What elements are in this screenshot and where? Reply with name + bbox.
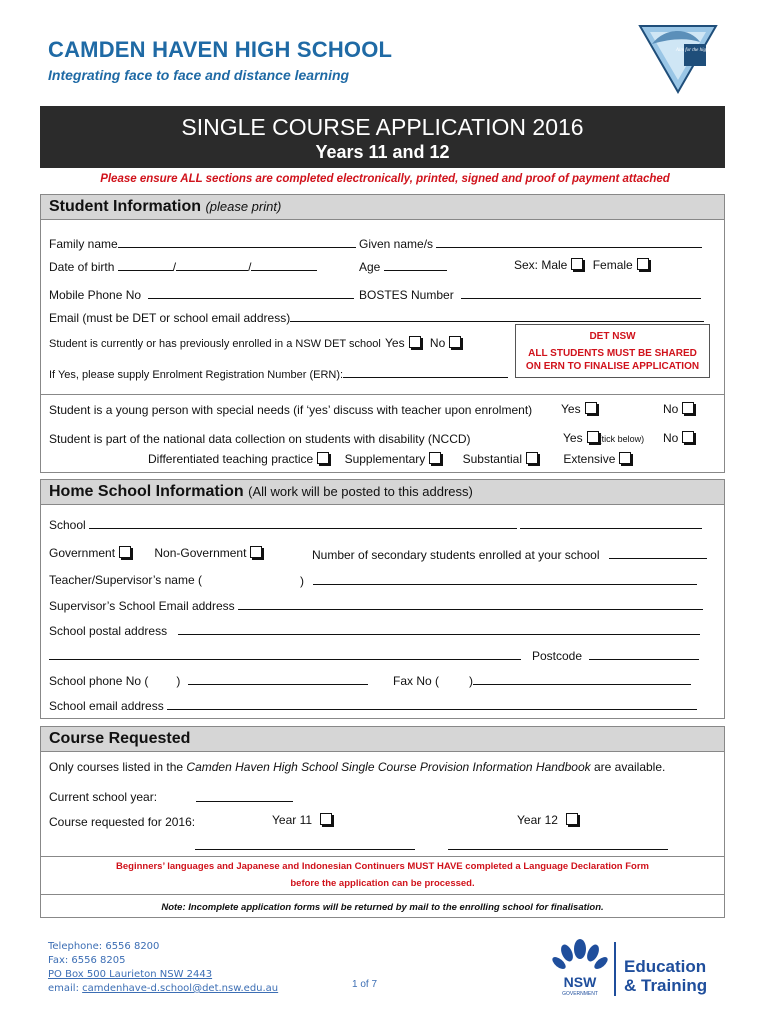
education-text: Education [624, 957, 707, 976]
course-requested-label: Course requested for 2016: [49, 815, 196, 829]
title-band [40, 106, 725, 168]
supervisor-email-field[interactable] [49, 598, 703, 613]
divider [40, 894, 725, 895]
course-title: Course Requested [49, 730, 191, 747]
family-name-label: Family name [49, 237, 118, 251]
student-info-title: Student Information [49, 198, 201, 215]
handbook-name: Camden Haven High School Single Course Provision Information Handbook [186, 760, 591, 774]
sex-male-label: Sex: Male [514, 258, 568, 272]
school-type-options [49, 546, 262, 560]
nccd-no-label: No [663, 431, 679, 445]
extensive-checkbox[interactable] [619, 452, 631, 464]
current-year-label: Current school year: [49, 790, 158, 804]
government-checkbox[interactable] [119, 546, 131, 558]
ern-field[interactable] [49, 366, 508, 381]
mobile-label: Mobile Phone No [49, 288, 142, 302]
bostes-field[interactable] [359, 287, 701, 302]
special-needs-question: Student is a young person with special needs (if ‘yes’ discuss with teacher upon enrolment) [49, 403, 533, 417]
footer-po-box: PO Box 500 Laurieton NSW 2443 [48, 969, 213, 980]
tick-below-note: (tick below) [598, 434, 645, 444]
special-needs-no-checkbox[interactable] [682, 402, 694, 414]
dob-label: Date of birth [49, 260, 115, 274]
teacher-name-line[interactable] [300, 573, 697, 588]
logo-text: Aim for the highest [675, 48, 715, 53]
page-current: 1 [352, 979, 358, 990]
nsw-text: NSW [563, 974, 597, 990]
school-field[interactable] [49, 517, 702, 532]
opt-extensive-label: Extensive [563, 452, 616, 466]
availability-pre: Only courses listed in the [49, 760, 187, 774]
language-notice-line-1: Beginners’ languages and Japanese and Indonesian Continuers MUST HAVE completed a Language Declaration Form [116, 861, 649, 872]
mobile-field[interactable] [49, 287, 354, 302]
home-school-note: (All work will be posted to this address) [248, 484, 473, 499]
year12-course-input[interactable] [448, 838, 668, 853]
student-info-note: (please print) [205, 199, 282, 214]
det-line-1: ALL STUDENTS MUST BE SHARED [528, 348, 697, 359]
school-phone-field[interactable] [49, 673, 368, 688]
det-nsw-notice [515, 324, 710, 378]
completion-notice: Please ensure ALL sections are completed electronically, printed, signed and proof of payment attached [100, 173, 670, 185]
postal-address-line-2[interactable] [49, 648, 521, 663]
enrolled-no-checkbox[interactable] [449, 336, 461, 348]
special-needs-no [663, 402, 694, 416]
nccd-no-checkbox[interactable] [682, 431, 694, 443]
given-names-field[interactable] [359, 236, 702, 251]
year11-label: Year 11 [272, 813, 313, 827]
school-email-label: School email address [49, 699, 164, 713]
year12-label: Year 12 [517, 813, 558, 827]
current-year-input[interactable] [196, 790, 293, 805]
course-header [40, 726, 725, 752]
year11-option [272, 813, 332, 827]
footer-fax: Fax: 6556 8205 [48, 955, 126, 966]
opt-substantial-label: Substantial [462, 452, 522, 466]
postcode-field[interactable] [532, 648, 699, 663]
substantial-checkbox[interactable] [526, 452, 538, 464]
school-label: School [49, 518, 86, 532]
supervisor-email-label: Supervisor’s School Email address [49, 599, 235, 613]
male-checkbox[interactable] [571, 258, 583, 270]
phone-paren-close: ) [176, 674, 181, 688]
footer-email-link[interactable]: camdenhave-d.school@det.nsw.edu.au [82, 983, 279, 994]
fax-label: Fax No ( [393, 674, 440, 688]
email-field[interactable] [49, 310, 704, 325]
government-label: Government [49, 546, 116, 560]
course-availability-note [49, 760, 665, 774]
page-number [352, 979, 377, 990]
opt-differentiated-label: Differentiated teaching practice [148, 452, 314, 466]
course-box [40, 751, 725, 918]
year11-course-input[interactable] [195, 838, 415, 853]
sex-options [514, 258, 649, 272]
age-label: Age [359, 260, 381, 274]
school-logo [638, 20, 718, 95]
year11-checkbox[interactable] [320, 813, 332, 825]
enrolled-question: Student is currently or has previously enrolled in a NSW DET school [49, 338, 381, 350]
differentiated-checkbox[interactable] [317, 452, 329, 464]
home-school-header [40, 479, 725, 505]
family-name-field[interactable] [49, 236, 356, 251]
female-checkbox[interactable] [637, 258, 649, 270]
enrolled-no-label: No [429, 336, 446, 350]
sex-female-label: Female [592, 258, 633, 272]
fax-paren-close: ) [469, 674, 474, 688]
nccd-question: Student is part of the national data collection on students with disability (NCCD) [49, 432, 471, 446]
phone-label: School phone No ( [49, 674, 149, 688]
teacher-name-field[interactable] [49, 573, 202, 587]
footer-telephone: Telephone: 6556 8200 [48, 941, 160, 952]
footer-email-line [48, 983, 278, 994]
nccd-level-options [148, 452, 631, 466]
bostes-label: BOSTES Number [359, 288, 454, 302]
year12-checkbox[interactable] [566, 813, 578, 825]
det-line-2: ON ERN TO FINALISE APPLICATION [525, 361, 700, 372]
ern-label: If Yes, please supply Enrolment Registration Number (ERN): [49, 369, 344, 381]
postal-address-field[interactable] [49, 623, 700, 638]
availability-post: are available. [590, 760, 666, 774]
supplementary-checkbox[interactable] [429, 452, 441, 464]
num-students-field[interactable] [312, 547, 707, 562]
nsw-waratah-logo [551, 937, 609, 999]
special-needs-yes-checkbox[interactable] [585, 402, 597, 414]
home-school-title: Home School Information [49, 483, 244, 500]
incomplete-note: Note: Incomplete application forms will be returned by mail to the enrolling school for finalisation. [161, 902, 604, 913]
year12-option [517, 813, 578, 827]
language-notice-line-2: before the application can be processed. [290, 878, 475, 889]
page-total: of 7 [360, 979, 378, 990]
age-field[interactable] [359, 259, 447, 274]
nccd-yes-checkbox[interactable] [587, 431, 599, 443]
teacher-paren-close: ) [300, 574, 304, 588]
dob-field[interactable]: Date of birth / / [49, 259, 317, 274]
nccd-yes [563, 431, 644, 445]
form-title: SINGLE COURSE APPLICATION 2016 [181, 114, 584, 140]
special-no-label: No [663, 402, 679, 416]
tagline: Integrating face to face and distance learning [48, 67, 350, 83]
nccd-yes-label: Yes [563, 431, 583, 445]
school-email-field[interactable] [49, 698, 697, 713]
divider [40, 394, 725, 395]
enrolled-options [385, 336, 461, 350]
student-info-header [40, 194, 725, 220]
logo-divider [614, 942, 616, 996]
enrolled-yes-label: Yes [385, 336, 405, 350]
fax-field[interactable] [393, 673, 691, 688]
given-names-label: Given name/s [359, 237, 434, 251]
non-government-label: Non-Government [154, 546, 247, 560]
num-students-label: Number of secondary students enrolled at your school [312, 548, 600, 562]
postal-label: School postal address [49, 624, 168, 638]
school-name: CAMDEN HAVEN HIGH SCHOOL [48, 37, 393, 62]
nsw-government-text: GOVERNMENT [562, 991, 598, 997]
form-subtitle: Years 11 and 12 [315, 142, 450, 162]
det-title: DET NSW [589, 331, 636, 342]
opt-supplementary-label: Supplementary [344, 452, 426, 466]
email-label: Email (must be DET or school email address) [49, 311, 291, 325]
special-yes-label: Yes [561, 402, 581, 416]
nccd-no [663, 431, 694, 445]
non-government-checkbox[interactable] [250, 546, 262, 558]
enrolled-yes-checkbox[interactable] [409, 336, 421, 348]
teacher-label: Teacher/Supervisor’s name ( [49, 573, 202, 587]
footer-email-label: email: [48, 983, 83, 994]
divider [40, 856, 725, 857]
postcode-label: Postcode [532, 649, 583, 663]
special-needs-yes [561, 402, 597, 416]
training-text: & Training [624, 976, 708, 995]
